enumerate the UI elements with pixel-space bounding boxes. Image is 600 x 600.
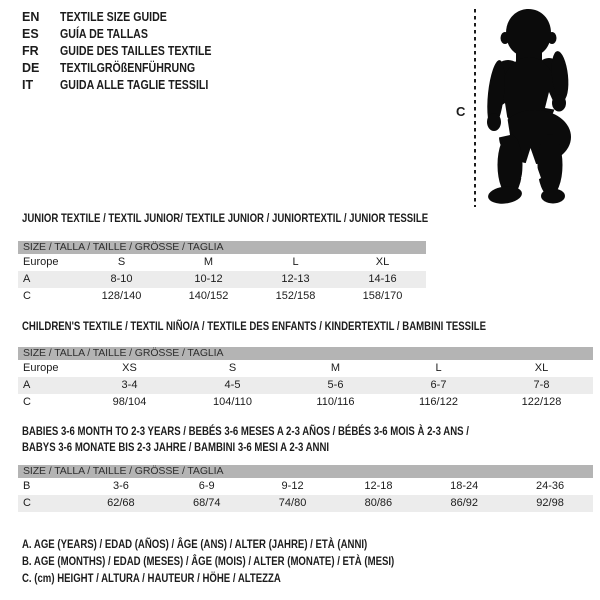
size-cell: 122/128 [521,396,562,408]
footnotes [22,536,487,587]
language-row [22,60,238,77]
language-list [22,9,238,94]
height-marker-label: C [456,104,466,119]
row-label: A [23,379,31,391]
children-table-title [22,318,600,334]
size-row [18,377,593,394]
language-label: TEXTILGRÖßENFÜHRUNG [60,61,196,75]
size-header-bar: SIZE / TALLA / TAILLE / GRÖSSE / TAGLIA [18,241,426,254]
size-cell: 3-6 [112,480,129,492]
toddler-silhouette-icon [483,6,578,207]
babies-table-title [22,423,581,455]
size-cell: M [203,256,214,268]
language-row [22,26,238,43]
row-label: Europe [23,362,59,374]
footnote-line: B. AGE (MONTHS) / EDAD (MESES) / ÂGE (MOIS) / ALTER (MONATE) / ETÀ (MESI) [22,554,395,568]
height-measure-dashed-line [474,9,476,207]
row-label: C [23,290,31,302]
size-row [18,360,593,377]
size-cell: 110/116 [316,396,355,408]
language-code: ES [22,27,39,41]
size-cell: 24-36 [535,480,565,492]
size-cell: S [117,256,126,268]
size-cell: 14-16 [368,273,397,285]
size-cell: 12-18 [364,480,393,492]
size-cell: 74/80 [278,497,307,509]
table-title-line: BABIES 3-6 MONTH TO 2-3 YEARS / BEBÉS 3-6 MESES A 2-3 AÑOS / BÉBÉS 3-6 MOIS À 2-3 ANS / [22,424,469,438]
size-cell: 152/158 [275,290,316,302]
language-row [22,9,238,26]
footnote-line: A. AGE (YEARS) / EDAD (AÑOS) / ÂGE (ANS) / ALTER (JAHRE) / ETÀ (ANNI) [22,537,368,551]
size-cell: 62/68 [107,497,135,509]
row-label: B [23,480,31,492]
size-cell: 140/152 [188,290,229,302]
size-cell: XS [122,362,137,374]
language-label: GUIDE DES TAILLES TEXTILE [60,44,212,58]
size-row [18,254,426,271]
language-code: FR [22,44,39,58]
size-cell: 98/104 [112,396,147,408]
size-cell: XL [534,362,549,374]
size-cell: XL [375,256,390,268]
language-row [22,43,238,60]
size-cell: 68/74 [192,497,221,509]
size-row [18,495,593,512]
table-title-line: JUNIOR TEXTILE / TEXTIL JUNIOR/ TEXTILE JUNIOR / JUNIORTEXTIL / JUNIOR TESSILE [22,211,429,225]
footnote-line: C. (cm) HEIGHT / ALTURA / HAUTEUR / HÖHE / ALTEZZA [22,571,281,585]
language-label: TEXTILE SIZE GUIDE [60,10,167,24]
size-cell: 86/92 [450,497,478,509]
size-cell: 18-24 [450,480,479,492]
size-cell: 3-4 [121,379,138,391]
size-row [18,394,593,411]
junior-table-title [22,210,530,226]
size-cell: 128/140 [101,290,142,302]
row-label: C [23,497,31,509]
size-row [18,271,426,288]
size-cell: 158/170 [362,290,403,302]
size-cell: 80/86 [364,497,393,509]
language-code: EN [22,10,40,24]
babies-size-table [18,465,593,512]
language-code: IT [22,78,34,92]
language-label: GUIDA ALLE TAGLIE TESSILI [60,78,209,92]
size-cell: L [292,256,299,268]
size-cell: 9-12 [281,480,304,492]
size-cell: 6-9 [198,480,215,492]
row-label: C [23,396,31,408]
size-cell: 104/110 [213,396,252,408]
language-label: GUÍA DE TALLAS [60,27,148,41]
size-cell: 8-10 [110,273,133,285]
size-row [18,478,593,495]
size-cell: 12-13 [281,273,310,285]
row-label: A [23,273,31,285]
size-cell: L [435,362,442,374]
size-row [18,288,426,305]
children-size-table [18,347,593,411]
row-label: Europe [23,256,59,268]
table-title-line: BABYS 3-6 MONATE BIS 2-3 JAHRE / BAMBINI 3-6 MESI A 2-3 ANNI [22,440,330,454]
language-row [22,77,238,94]
size-cell: 5-6 [327,379,344,391]
size-cell: 10-12 [194,273,223,285]
size-header-bar: SIZE / TALLA / TAILLE / GRÖSSE / TAGLIA [18,465,593,478]
size-cell: 116/122 [419,396,458,408]
language-code: DE [22,61,40,75]
size-header-bar: SIZE / TALLA / TAILLE / GRÖSSE / TAGLIA [18,347,593,360]
size-cell: 6-7 [430,379,447,391]
size-cell: M [330,362,341,374]
size-cell: 92/98 [536,497,564,509]
junior-size-table [18,241,426,305]
size-cell: S [228,362,237,374]
table-title-line: CHILDREN'S TEXTILE / TEXTIL NIÑO/A / TEXTILE DES ENFANTS / KINDERTEXTIL / BAMBINI TESSILE [22,319,487,333]
size-cell: 4-5 [224,379,241,391]
size-cell: 7-8 [533,379,550,391]
